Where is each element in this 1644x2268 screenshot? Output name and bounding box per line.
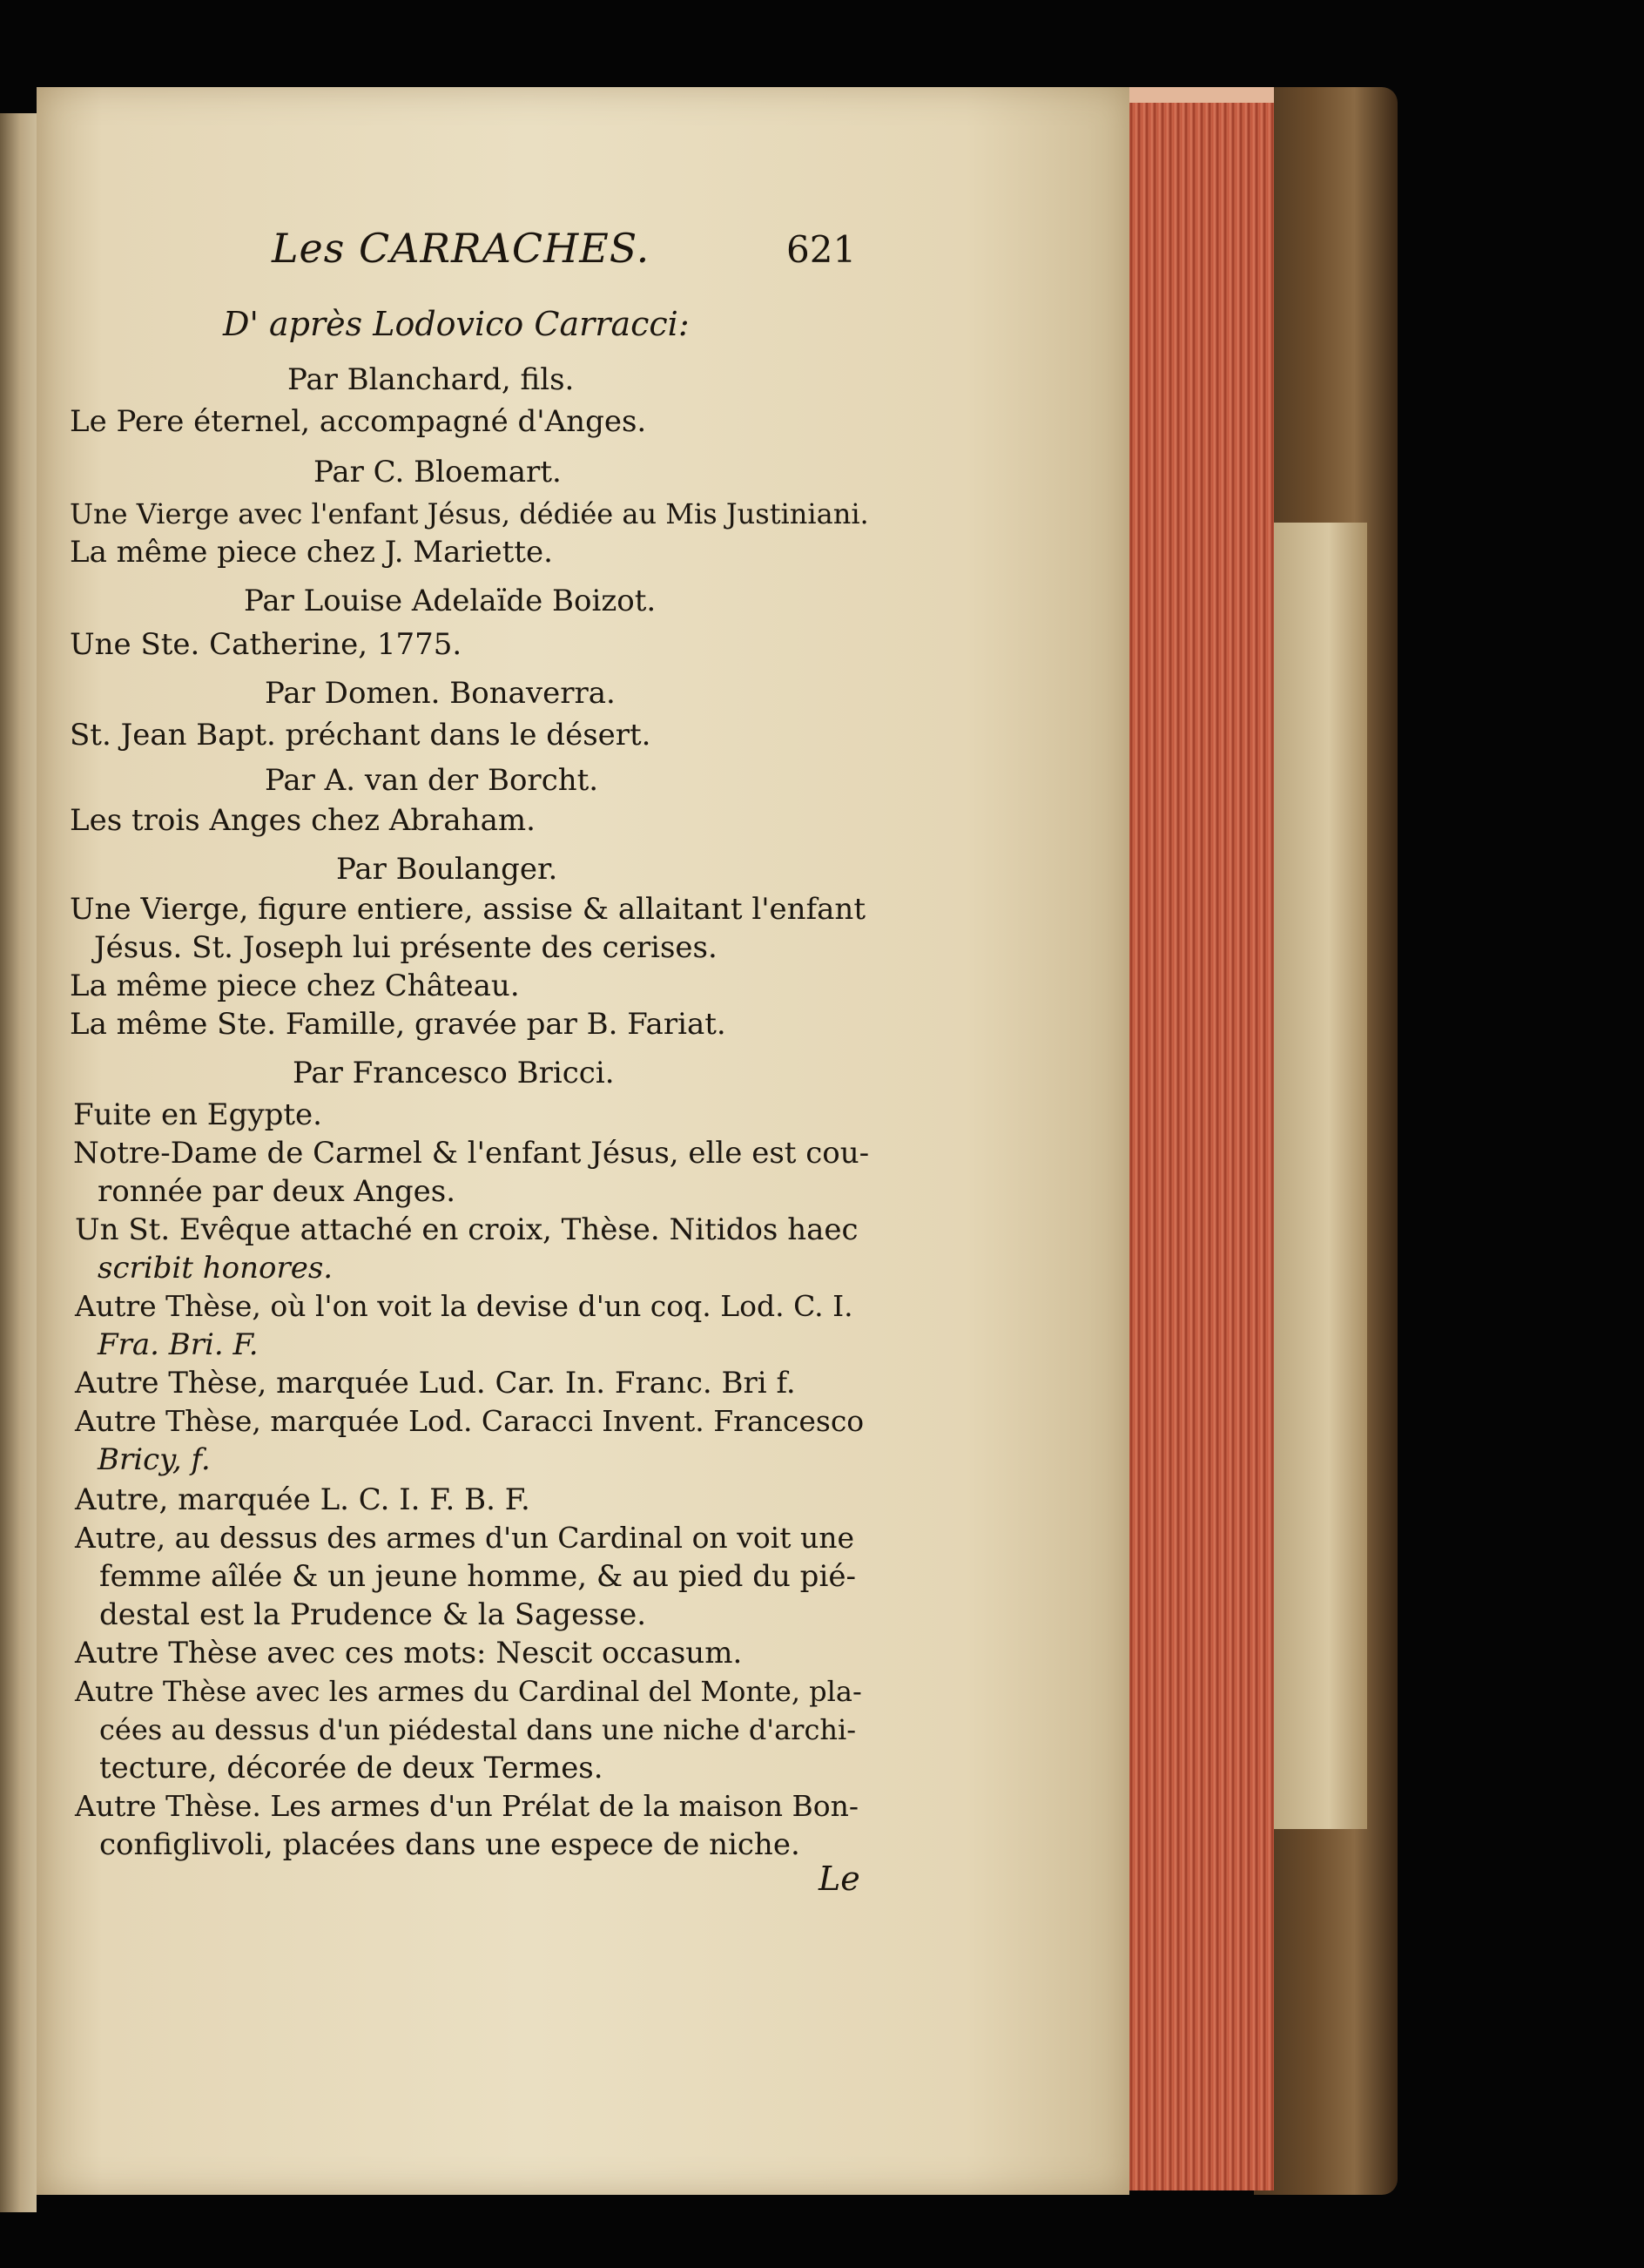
entry-line: Autre, marquée L. C. I. F. B. F. (75, 1482, 530, 1517)
engraver-heading: Par Louise Adelaïde Boizot. (244, 584, 657, 618)
running-head: Les CARRACHES. (272, 225, 650, 272)
entry-line: La même piece chez Château. (70, 969, 520, 1003)
entry-line: Bricy, f. (98, 1442, 211, 1477)
entry-line: Jésus. St. Joseph lui présente des cerises. (94, 930, 718, 965)
entry-line: Autre Thèse avec ces mots: Nescit occasum. (75, 1636, 743, 1671)
entry-line: destal est la Prudence & la Sagesse. (99, 1597, 647, 1632)
engraver-heading: Par Francesco Bricci. (293, 1056, 615, 1090)
engraver-heading: Par C. Bloemart. (313, 455, 562, 489)
entry-line: Les trois Anges chez Abraham. (70, 803, 536, 838)
entry-line: Une Vierge avec l'enfant Jésus, dédiée au Mis Justiniani. (70, 497, 869, 530)
engraver-heading: Par Domen. Bonaverra. (265, 676, 616, 711)
page-edges-top (1126, 87, 1274, 103)
entry-line: Autre Thèse avec les armes du Cardinal del Monte, pla- (75, 1675, 862, 1708)
engraver-heading: Par Blanchard, fils. (287, 362, 575, 397)
entry-line: Autre, au dessus des armes d'un Cardinal on voit une (75, 1521, 855, 1555)
entry-line: tecture, décorée de deux Termes. (99, 1751, 603, 1785)
entry-line: La même piece chez J. Mariette. (70, 535, 553, 570)
section-heading: D' après Lodovico Carracci: (223, 305, 690, 343)
entry-line: St. Jean Bapt. préchant dans le désert. (70, 718, 651, 753)
entry-line: Autre Thèse. Les armes d'un Prélat de la maison Bon- (75, 1789, 859, 1823)
entry-line: Autre Thèse, marquée Lod. Caracci Invent. Francesco (75, 1404, 865, 1438)
red-page-edges (1126, 87, 1274, 2190)
entry-line: femme aîlée & un jeune homme, & au pied du pié- (99, 1559, 856, 1594)
page-number: 621 (786, 228, 857, 271)
entry-line: Autre Thèse, où l'on voit la devise d'un coq. Lod. C. I. (75, 1289, 853, 1323)
entry-line: scribit honores. (98, 1251, 334, 1286)
entry-line: Fuite en Egypte. (73, 1097, 322, 1132)
entry-line: Une Ste. Catherine, 1775. (70, 627, 462, 662)
entry-line: cées au dessus d'un piédestal dans une niche d'archi- (99, 1713, 857, 1746)
endpaper (1271, 523, 1367, 1829)
entry-line: Le Pere éternel, accompagné d'Anges. (70, 404, 647, 439)
entry-line: Une Vierge, figure entiere, assise & allaitant l'enfant (70, 892, 866, 927)
engraver-heading: Par Boulanger. (336, 852, 558, 887)
entry-line: La même Ste. Famille, gravée par B. Fariat. (70, 1007, 726, 1042)
left-page-edge (0, 113, 37, 2212)
engraver-heading: Par A. van der Borcht. (265, 763, 599, 798)
entry-line: configlivoli, placées dans une espece de niche. (99, 1827, 800, 1862)
entry-line: Autre Thèse, marquée Lud. Car. In. Franc. Bri f. (75, 1366, 796, 1401)
entry-line: ronnée par deux Anges. (98, 1174, 456, 1209)
entry-line: Un St. Evêque attaché en croix, Thèse. Nitidos haec (75, 1212, 859, 1247)
catchword: Le (819, 1860, 860, 1898)
entry-line: Notre-Dame de Carmel & l'enfant Jésus, elle est cou- (73, 1136, 870, 1171)
entry-line: Fra. Bri. F. (98, 1327, 259, 1362)
